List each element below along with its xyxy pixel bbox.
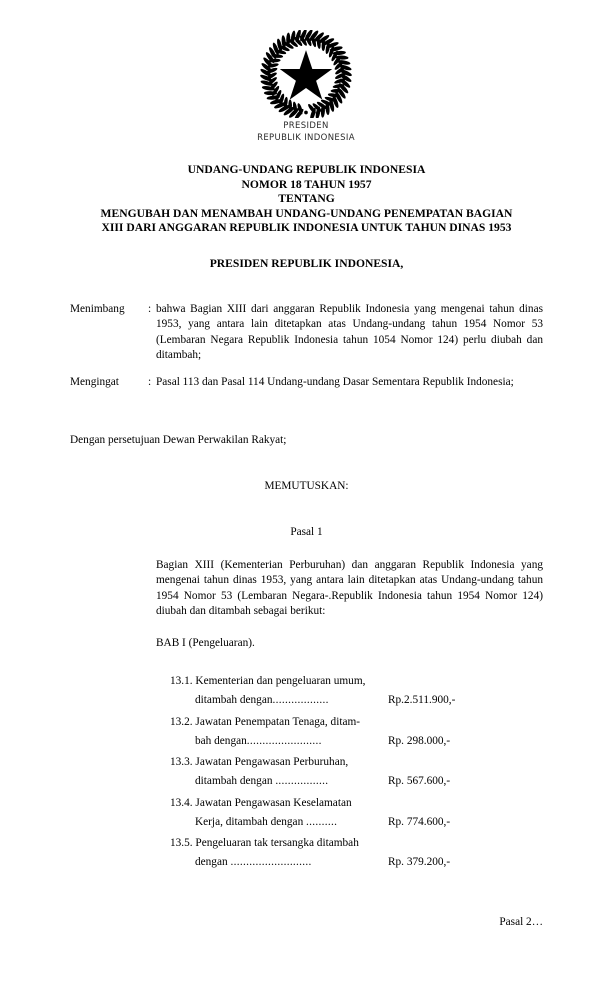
budget-item-number: 13.5.	[170, 837, 193, 849]
budget-item	[170, 795, 543, 832]
emblem-caption-line-1: PRESIDEN	[283, 121, 329, 131]
budget-item-amount: Rp. 379.200,-	[388, 856, 451, 868]
article-body-paragraph: Bagian XIII (Kementerian Perburuhan) dan anggaran Republik Indonesia yang mengenai tahun dinas 1953, yang antara lain ditetapkan atas Undang-undang tahun 1954 Nomor 53 (Lembaran Negara-.Republik Indonesia tahun 1954 Nomor 124) diubah dan ditambah sebagai berikut:	[156, 559, 543, 617]
budget-item-continuation: Kerja, ditambah dengan	[195, 815, 307, 828]
budget-item-continuation: dengan	[195, 856, 231, 868]
budget-item-number: 13.4.	[170, 796, 193, 809]
star-shape	[280, 50, 332, 100]
budget-item-amount: Rp.2.511.900,-	[388, 694, 456, 706]
budget-item-description-line	[170, 835, 543, 852]
issuing-authority: PRESIDEN REPUBLIK INDONESIA,	[209, 257, 404, 270]
clause-considering	[70, 302, 543, 363]
budget-item-continuation: bah dengan	[195, 734, 247, 747]
budget-item-amount-line	[170, 731, 543, 751]
budget-item-description: Jawatan Pengawasan Perburuhan,	[192, 756, 349, 768]
title-line-2: NOMOR 18 TAHUN 1957	[241, 177, 372, 191]
article-heading: Pasal 1	[290, 526, 323, 538]
budget-item-amount: Rp. 567.600,-	[388, 775, 451, 787]
wreath-tie	[304, 111, 308, 115]
clause-considering-colon: :	[148, 303, 152, 315]
footer-continuation-note: Pasal 2…	[499, 916, 543, 928]
clause-considering-text: bahwa Bagian XIII dari anggaran Republik Indonesia yang mengenai tahun dinas 1953, yang antara lain ditetapkan atas Undang-undang tahun 1954 Nomor 53 (Lembaran Negara Republik Indonesia tahun 1054 Nomor 124) perlu diubah dan ditambah;	[156, 303, 543, 361]
clause-remembering-label: Mengingat	[70, 376, 119, 388]
garuda-star-wreath-emblem-icon	[260, 30, 352, 118]
budget-item-description-line	[170, 754, 543, 771]
decision-heading: MEMUTUSKAN:	[264, 480, 349, 492]
budget-item-dot-leader: ..........................	[230, 856, 312, 868]
budget-item-dot-leader: ........................	[246, 734, 322, 747]
budget-item-dot-leader: ..........	[306, 815, 338, 828]
budget-item-amount-line	[170, 690, 543, 710]
emblem-caption	[0, 121, 612, 144]
budget-item-list	[170, 673, 543, 876]
budget-item-number: 13.1.	[170, 675, 193, 687]
document-title-block	[70, 163, 543, 236]
budget-item-dot-leader: ..................	[272, 694, 329, 706]
budget-item-description: Jawatan Pengawasan Keselamatan	[192, 796, 352, 809]
clause-remembering-text: Pasal 113 dan Pasal 114 Undang-undang Dasar Sementara Republik Indonesia;	[156, 376, 514, 388]
budget-item-number: 13.3.	[170, 756, 193, 768]
budget-item-amount: Rp. 774.600,-	[388, 815, 451, 828]
budget-item	[170, 754, 543, 791]
chapter-heading: BAB I (Pengeluaran).	[156, 637, 255, 649]
budget-item-amount-line	[170, 852, 543, 872]
budget-item	[170, 835, 543, 872]
budget-item	[170, 714, 543, 751]
title-subject-line-1: MENGUBAH DAN MENAMBAH UNDANG-UNDANG PENEMPATAN BAGIAN	[100, 206, 513, 220]
budget-item-dot-leader: .................	[275, 775, 329, 787]
budget-item	[170, 673, 543, 710]
emblem-caption-line-2: REPUBLIK INDONESIA	[257, 132, 355, 143]
budget-item-description: Pengeluaran tak tersangka ditambah	[192, 837, 359, 849]
budget-item-amount: Rp. 298.000,-	[388, 734, 451, 747]
budget-item-continuation: ditambah dengan	[195, 775, 276, 787]
title-subject-line-2: XIII DARI ANGGARAN REPUBLIK INDONESIA UNTUK TAHUN DINAS 1953	[101, 221, 512, 235]
budget-item-description: Jawatan Penempatan Tenaga, ditam-	[192, 715, 361, 728]
title-line-1: UNDANG-UNDANG REPUBLIK INDONESIA	[187, 163, 426, 176]
clause-remembering	[70, 375, 543, 390]
budget-item-number: 13.2.	[170, 715, 193, 728]
budget-item-description-line	[170, 714, 543, 731]
budget-item-description: Kementerian dan pengeluaran umum,	[192, 675, 366, 687]
presidential-emblem-block	[0, 30, 612, 144]
budget-item-description-line	[170, 795, 543, 812]
clause-remembering-colon: :	[148, 376, 152, 388]
title-line-3: TENTANG	[278, 192, 335, 206]
budget-item-description-line	[170, 673, 543, 690]
budget-item-amount-line	[170, 771, 543, 791]
approval-statement: Dengan persetujuan Dewan Perwakilan Rakyat;	[70, 434, 287, 446]
clause-considering-label: Menimbang	[70, 303, 125, 315]
budget-item-amount-line	[170, 812, 543, 832]
budget-item-continuation: ditambah dengan	[195, 694, 273, 706]
